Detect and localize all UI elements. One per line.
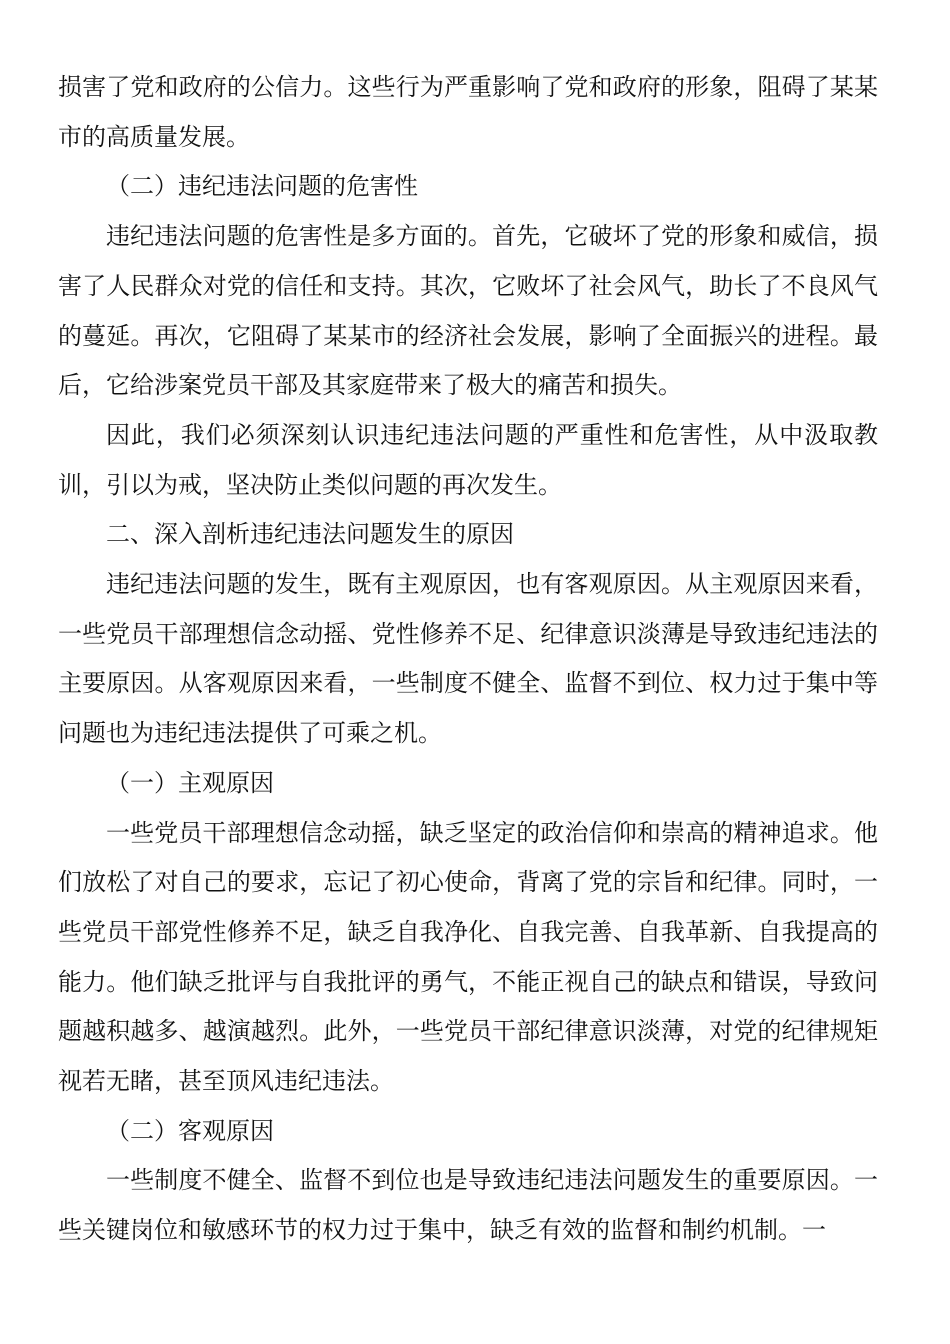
paragraph-subjective: 一些党员干部理想信念动摇，缺乏坚定的政治信仰和崇高的精神追求。他们放松了对自己的要求，忘记了初心使命，背离了党的宗旨和纪律。同时，一些党员干部党性修养不足，缺乏自我净化、自我完善、自我革新、自我提高的能力。他们缺乏批评与自我批评的勇气，不能正视自己的缺点和错误，导致问题越积越多、越演越烈。此外，一些党员干部纪律意识淡薄，对党的纪律规矩视若无睹，甚至顶风违纪违法。 bbox=[58, 818, 878, 1096]
paragraph-objective: 一些制度不健全、监督不到位也是导致违纪违法问题发生的重要原因。一些关键岗位和敏感环节的权力过于集中，缺乏有效的监督和制约机制。一 bbox=[58, 1166, 878, 1245]
section-heading-harm: （二）违纪违法问题的危害性 bbox=[106, 172, 418, 201]
section-heading-causes: 二、深入剖析违纪违法问题发生的原因 bbox=[106, 520, 514, 549]
paragraph-causes-overview: 违纪违法问题的发生，既有主观原因，也有客观原因。从主观原因来看，一些党员干部理想信念动摇、党性修养不足、纪律意识淡薄是导致违纪违法的主要原因。从客观原因来看，一些制度不健全、监督不到位、权力过于集中等问题也为违纪违法提供了可乘之机。 bbox=[58, 570, 878, 748]
section-heading-objective: （二）客观原因 bbox=[106, 1116, 274, 1145]
document-page bbox=[58, 63, 878, 1256]
paragraph-lesson: 因此，我们必须深刻认识违纪违法问题的严重性和危害性，从中汲取教训，引以为戒，坚决防止类似问题的再次发生。 bbox=[58, 420, 878, 499]
paragraph-continued: 损害了党和政府的公信力。这些行为严重影响了党和政府的形象，阻碍了某某市的高质量发展。 bbox=[58, 73, 878, 151]
section-heading-subjective: （一）主观原因 bbox=[106, 768, 274, 797]
paragraph-harm: 违纪违法问题的危害性是多方面的。首先，它破坏了党的形象和威信，损害了人民群众对党的信任和支持。其次，它败坏了社会风气，助长了不良风气的蔓延。再次，它阻碍了某某市的经济社会发展，影响了全面振兴的进程。最后，它给涉案党员干部及其家庭带来了极大的痛苦和损失。 bbox=[58, 222, 878, 400]
